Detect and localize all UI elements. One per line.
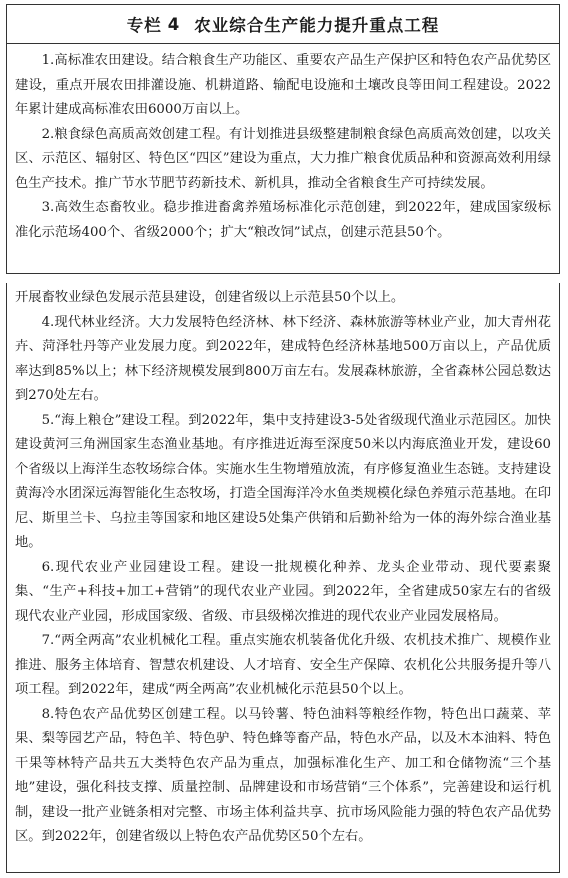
item-5-paragraph: 5.“海上粮仓”建设工程。到2022年，集中支持建设3-5处省级现代渔业示范园区。加快建设黄河三角洲国家生态渔业基地。有序推进近海至深度50米以内海底渔业开发，建设60个省级以上海洋生态牧场综合体。实施水生生物增殖放流，有序修复渔业生态链。支持建设黄海冷水团深远海智能化生态牧场，打造全国海洋冷水鱼类规模化绿色养殖示范基地。在印尼、斯里兰卡、乌拉圭等国家和地区建设5处集产供销和后勤补给为一体的海外综合渔业基地。 [15,412,551,550]
item-2-paragraph: 2.粮食绿色高质高效创建工程。有计划推进县级整建制粮食绿色高质高效创建，以攻关区、示范区、辐射区、特色区“四区”建设为重点，大力推广粮食优质品种和资源高效利用绿色生产技术。推广节水节肥节药新技术、新机具，推动全省粮食生产可持续发展。 [15,126,551,191]
item-6-paragraph: 6.现代农业产业园建设工程。建设一批规模化种养、龙头企业带动、现代要素聚集、“生产+科技+加工+营销”的现代农业产业园。到2022年，全省建成50家左右的省级现代农业产业园，形成国家级、省级、市县级梯次推进的现代农业产业园发展格局。 [15,559,551,624]
column-title-bar [7,5,559,44]
item-7-paragraph: 7.“两全两高”农业机械化工程。重点实施农机装备优化升级、农机技术推广、规模作业推进、服务主体培育、智慧农机建设、人才培育、安全生产保障、农机化公共服务提升等八项工程。到2022年，建成“两全两高”农业机械化示范县50个以上。 [15,633,551,697]
item-3-paragraph: 3.高效生态畜牧业。稳步推进畜禽养殖场标准化示范创建，到2022年，建成国家级标准化示范场400个、省级2000个；扩大“粮改饲”试点，创建示范县50个。 [15,200,551,240]
item-8-paragraph: 8.特色农产品优势区创建工程。以马铃薯、特色油料等粮经作物，特色出口蔬菜、苹果、梨等园艺产品，特色羊、特色驴、特色蜂等畜产品，特色水产品，以及木本油料、特色干果等林特产品共五大类特色农产品为重点，加强标准化生产、加工和仓储物流“三个基地”建设，强化科技支撑、质量控制、品牌建设和市场营销“三个体系”，完善建设和运行机制，建设一批产业链条相对完整、市场主体利益共享、抗市场风险能力强的特色农产品优势区。到2022年，创建省级以上特色农产品优势区50个左右。 [15,706,551,844]
item-3-continued-paragraph: 开展畜牧业绿色发展示范县建设，创建省级以上示范县50个以上。 [15,290,405,305]
column-label: 专栏 [126,16,162,35]
column-content-continued [7,283,559,850]
column-content-top [7,44,559,245]
column-title: 农业综合生产能力提升重点工程 [194,16,440,35]
item-1-paragraph: 1.高标准农田建设。结合粮食生产功能区、重要农产品生产保护区和特色农产品优势区建设，重点开展农田排灌设施、机耕道路、输配电设施和土壤改良等田间工程建设。2022年累计建成高标准农田6000万亩以上。 [15,53,551,117]
column-number: 4 [167,14,181,34]
column-box-continued [6,283,560,873]
item-4-paragraph: 4.现代林业经济。大力发展特色经济林、林下经济、森林旅游等林业产业，加大青州花卉、菏泽牡丹等产业发展力度。到2022年，建成特色经济林基地500万亩以上，产品优质率达到85%以上；林下经济规模发展到800万亩左右。发展森林旅游，全省森林公园总数达到270处左右。 [15,314,551,403]
column-box-top [6,4,560,274]
